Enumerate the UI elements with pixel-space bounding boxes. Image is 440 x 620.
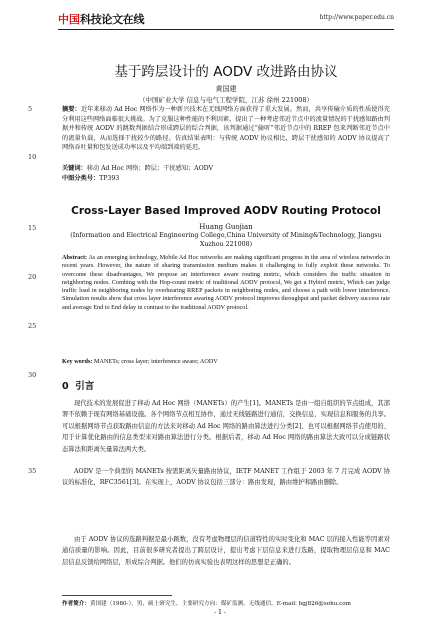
line-number: 35 [28, 467, 37, 475]
keywords-zh [62, 163, 390, 172]
body-paragraph: 现代技术的发展促进了移动 Ad Hoc 网络（MANETs）的产生[1]。MANETs 是由一组自组织的节点组成，其部署不依赖于现有网络基础设施。各个网络节点相互协作，通过无线链路进行通信，交换信息，实现信息和服务的共享。可以根据网络节点获取路由信息的方法来对移动 Ad Hoc 网络的路由算法进行分类[2]，也可以根据网络节点使用的、用于计算优化路由的信息类型来对路由算法进行分类。根据后者，移动 Ad Hoc 网络的路由算法大致可以分成链路状态算法和距离矢量算法两大类。 [62, 400, 390, 453]
line-number: 25 [28, 322, 37, 330]
keywords-en-text: MANETs; cross layer; interference aware; AODV [93, 358, 218, 365]
section-title: 引言 [75, 381, 95, 392]
body-paragraph: AODV 是一个典型的 MANETs 按需距离矢量路由协议，IETF MANET 工作组于 2003 年 7 月完成 AODV 协议的标准化，RFC3561[3]。在实现上，AODV 协议包括三部分：路由发现，路由维护和路由删除。 [62, 468, 390, 487]
line-number: 5 [28, 105, 33, 113]
footnote-divider [62, 595, 172, 596]
abstract-zh-label: 摘要： [62, 106, 81, 113]
clc-label: 中图分类号： [62, 175, 100, 182]
keywords-en-label: Key words: [62, 358, 93, 365]
author-footnote [62, 599, 390, 607]
section-heading [62, 378, 94, 392]
abstract-en-text: As an emerging technology, Mobile Ad Hoc networks are making significant progress in the area of wireless networks in recent years. However, the nature of sharing transmission medium makes it challenging to fully exploit these networks. To overcome these disadvantages, We propose an interference aware routing metric, which considers the traffic situation in neighboring nodes. Combing with the Hop-count metric of traditional AODV protocol, We get a Hybird metric, Which can judge traffic load in neighboring nodes by overhearing RREP packets in neighboring nodes, and choose a path with lower interference. Simulation results show that cross layer interference awaring AODV protocol improves throughput and packet delivery success rate and average End to End delay in contrast to the traditional AODV protocol. [62, 254, 390, 311]
abstract-en-label: Abstract: [62, 254, 88, 261]
author-en: Huang Guojian [199, 223, 253, 231]
clc-text: TP393 [99, 175, 120, 182]
logo-dark-text: 科技论文在线 [80, 13, 145, 26]
abstract-zh [62, 105, 390, 153]
keywords-en [62, 358, 390, 365]
classification-number [62, 173, 390, 182]
journal-logo[interactable] [58, 11, 144, 27]
abstract-zh-text: 近年来移动 Ad Hoc 网络作为一种新兴技术在无线网络方面获得了重大发展。然而，共享传输介质的性质使得充分利用这些网络面临很大挑战。为了克服这种性能的不利因素，提出了一种考虑邻近节点中的流量情况的干扰感知路由判据并和传统 AODV 的跳数判据结合形成跨层的综合判据，该判据通过“偷听”邻近节点中的 RREP 包来判断邻近节点中的流量负载，从而选择干扰较少的路径。仿真结果表明：与传统 AODV 协议相比，跨层干扰感知的 AODV 协议提高了网络吞吐量和包发送成功率以及平均端到端的延迟。 [62, 106, 390, 152]
logo-red-text: 中国 [58, 13, 80, 26]
line-number: 30 [28, 371, 37, 379]
affiliation-zh: （中国矿业大学 信息与电气工程学院，江苏 徐州 221008） [138, 96, 313, 104]
keywords-zh-text: 移动 Ad Hoc 网络；跨层；干扰感知；AODV [86, 165, 213, 172]
header-divider [58, 29, 394, 30]
section-number: 0 [62, 381, 69, 392]
page-number: - 1 - [213, 609, 227, 616]
paper-title-zh: 基于跨层设计的 AODV 改进路由协议 [114, 64, 338, 80]
line-number: 15 [28, 224, 37, 232]
line-number: 10 [28, 153, 37, 161]
journal-header [58, 8, 394, 28]
abstract-en [62, 254, 390, 312]
author-zh: 黄国建 [215, 85, 237, 93]
keywords-zh-label: 关键词： [62, 165, 87, 172]
footnote-label: 作者简介： [62, 601, 90, 607]
footnote-text: 黄国建（1980-），男，硕士研究生，主要研究方向：煤矿监测、无线通信。E-mail: hgj826@sohu.com [89, 601, 351, 607]
body-paragraph: 由于 AODV 协议的选路判据是最小跳数，没有考虑物理层的信道特性的实时变化和 MAC 层的接入性能等因素对通信质量的影响。因此，目前很多研究者提出了跨层设计，提出考虑下层信息来进行选路，提取物理层信息和 MAC 层信息反馈给网络层，形成综合判据。他们的仿真实验也表明这样的思想是正确的。 [62, 536, 390, 566]
paper-title-en: Cross-Layer Based Improved AODV Routing Protocol [71, 205, 381, 217]
line-number: 20 [28, 273, 37, 281]
journal-url[interactable]: http://www.paper.edu.cn [319, 14, 394, 21]
affiliation-en: (Information and Electrical Engineering College,China University of Mining&Technology, Jiangsu Xuzhou 221008) [70, 232, 382, 248]
